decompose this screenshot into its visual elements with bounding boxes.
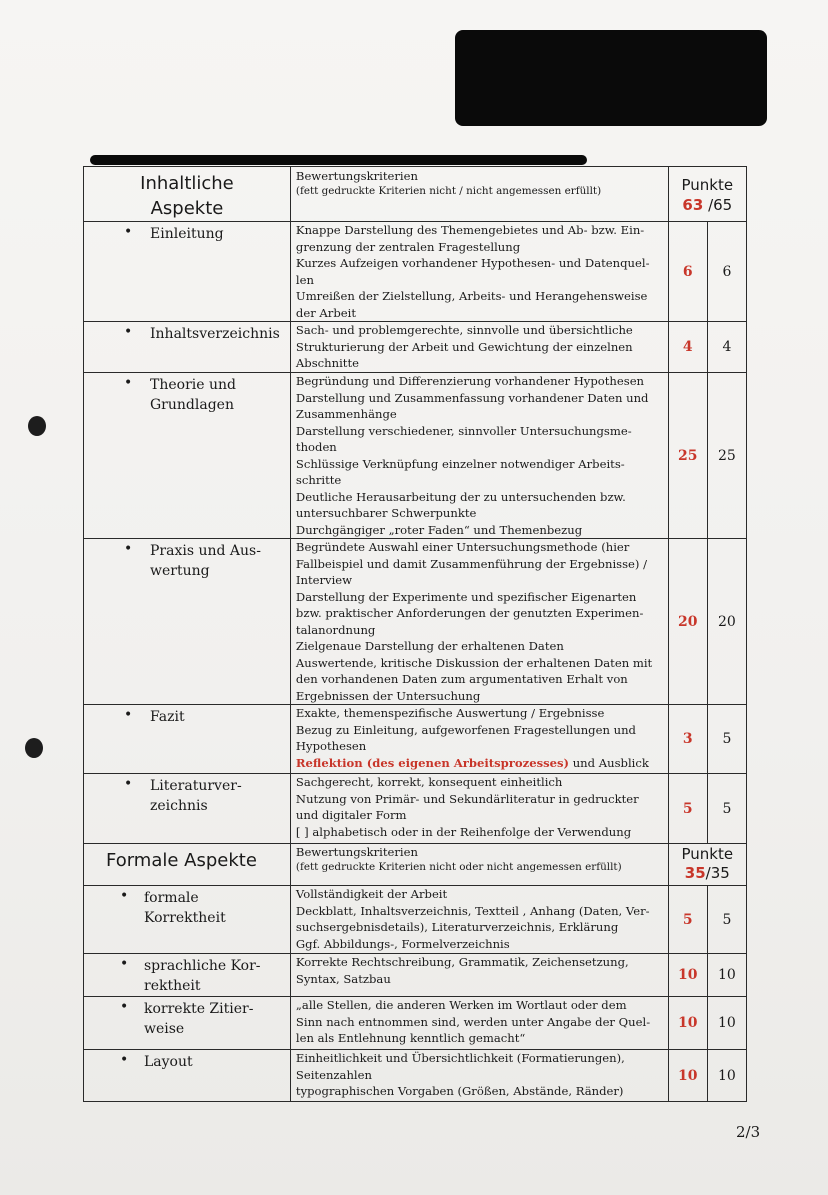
criteria-line: Schlüssige Verknüpfung einzelner notwendiger Arbeits- xyxy=(295,456,625,471)
criteria-cell xyxy=(290,886,668,954)
criteria-cell xyxy=(290,997,668,1050)
topic-label: zeichnis xyxy=(150,798,208,814)
criteria-line: Darstellung der Experimente und spezifischer Eigenarten xyxy=(295,589,637,604)
bullet-icon: • xyxy=(120,999,129,1015)
criteria-line-rest: und Ausblick xyxy=(569,755,649,770)
criteria-row xyxy=(84,222,747,322)
criteria-line: Deckblatt, Inhaltsverzeichnis, Textteil , Anhang (Daten, Ver- xyxy=(295,903,650,918)
max-points: 4 xyxy=(707,322,746,373)
criteria-subheading: (fett gedruckte Kriterien nicht oder nicht angemessen erfüllt) xyxy=(295,861,622,873)
criteria-line: Begründete Auswahl einer Untersuchungsmethode (hier xyxy=(295,540,630,554)
topic-cell xyxy=(84,222,291,322)
criteria-heading: Bewertungskriterien xyxy=(295,845,418,859)
bullet-icon: • xyxy=(124,324,133,340)
section-title-formal xyxy=(84,844,291,886)
bullet-icon: • xyxy=(120,888,129,904)
topic-label: Grundlagen xyxy=(150,397,234,413)
topic-cell xyxy=(84,997,291,1050)
topic-label: Theorie und xyxy=(150,377,236,393)
topic-cell xyxy=(84,886,291,954)
criteria-row xyxy=(84,774,747,844)
criteria-header xyxy=(290,844,668,886)
topic-label: Einleitung xyxy=(150,226,224,242)
section-header-row xyxy=(84,167,747,222)
criteria-line: [ ] alphabetisch oder in der Reihenfolge der Verwendung xyxy=(295,824,632,839)
criteria-line: Begründung und Differenzierung vorhandener Hypothesen xyxy=(295,374,645,388)
criteria-cell xyxy=(290,705,668,774)
topic-cell xyxy=(84,539,291,705)
criteria-line: talanordnung xyxy=(295,622,376,637)
topic-cell xyxy=(84,954,291,997)
criteria-cell xyxy=(290,774,668,844)
criteria-line: bzw. praktischer Anforderungen der genutzten Experimen- xyxy=(295,606,644,620)
criteria-line: Durchgängiger „roter Faden“ und Themenbezug xyxy=(295,522,583,537)
topic-label: Layout xyxy=(144,1054,193,1070)
criteria-line: len als Entlehnung kenntlich gemacht“ xyxy=(295,1031,526,1045)
criteria-row xyxy=(84,705,747,774)
max-points: 10 xyxy=(707,954,746,997)
criteria-line: Sach- und problemgerechte, sinnvolle und übersichtliche xyxy=(295,323,633,337)
criteria-line: Deutliche Herausarbeitung der zu untersuchenden bzw. xyxy=(295,489,626,504)
points-total: /65 xyxy=(708,196,733,214)
criteria-line xyxy=(296,755,664,772)
criteria-cell xyxy=(290,539,668,705)
criteria-line: Zielgenaue Darstellung der erhaltenen Daten xyxy=(295,639,564,653)
bullet-icon: • xyxy=(124,541,133,557)
criteria-line: Darstellung und Zusammenfassung vorhandener Daten und xyxy=(295,390,649,405)
bullet-icon: • xyxy=(120,956,129,972)
points-score: 63 xyxy=(682,196,704,214)
points-score: 35 xyxy=(684,864,706,882)
criteria-heading: Bewertungskriterien xyxy=(295,169,418,183)
bullet-icon: • xyxy=(120,1052,129,1068)
criteria-line: grenzung der zentralen Fragestellung xyxy=(295,239,521,254)
topic-label: Korrektheit xyxy=(144,910,226,926)
awarded-points: 10 xyxy=(668,1050,707,1102)
criteria-line: Interview xyxy=(295,573,353,587)
grading-table xyxy=(83,166,747,1102)
awarded-points: 20 xyxy=(668,539,707,705)
points-header xyxy=(668,844,746,886)
criteria-line: Vollständigkeit der Arbeit xyxy=(295,887,448,901)
topic-label: weise xyxy=(144,1021,185,1037)
criteria-cell xyxy=(290,373,668,539)
awarded-points: 6 xyxy=(668,222,707,322)
bullet-icon: • xyxy=(124,707,133,723)
criteria-line: Seitenzahlen xyxy=(295,1067,372,1082)
criteria-line: Hypothesen xyxy=(295,739,367,753)
criteria-line: schritte xyxy=(295,473,342,487)
criteria-line: Auswertende, kritische Diskussion der erhaltenen Daten mit xyxy=(295,655,653,670)
section-title-line: Inhaltliche xyxy=(140,173,234,194)
criteria-line: Ergebnissen der Untersuchung xyxy=(295,688,481,703)
criteria-line: Bezug zu Einleitung, aufgeworfenen Fragestellungen und xyxy=(295,722,636,737)
max-points: 25 xyxy=(707,373,746,539)
criteria-line: Sachgerecht, korrekt, konsequent einheitlich xyxy=(295,775,563,789)
topic-cell xyxy=(84,1050,291,1102)
criteria-line: und digitaler Form xyxy=(295,808,407,822)
topic-label: Fazit xyxy=(150,709,185,725)
awarded-points: 3 xyxy=(668,705,707,774)
criteria-line: typographischen Vorgaben (Größen, Abstände, Ränder) xyxy=(295,1084,624,1098)
awarded-points: 25 xyxy=(668,373,707,539)
bullet-icon: • xyxy=(124,776,133,792)
criteria-line: len xyxy=(295,272,314,287)
criteria-line: Kurzes Aufzeigen vorhandener Hypothesen- und Datenquel- xyxy=(295,256,650,270)
criteria-row xyxy=(84,539,747,705)
points-label: Punkte xyxy=(681,845,734,863)
criteria-line: untersuchbarer Schwerpunkte xyxy=(295,506,477,520)
bullet-icon: • xyxy=(124,224,133,240)
topic-label: Praxis und Aus- xyxy=(150,543,261,559)
criteria-row xyxy=(84,997,747,1050)
punch-hole xyxy=(25,738,43,758)
section-title-inhalt xyxy=(84,167,291,222)
topic-label: formale xyxy=(144,890,199,906)
criteria-line: „alle Stellen, die anderen Werken im Wortlaut oder dem xyxy=(295,998,627,1012)
section-header-row xyxy=(84,844,747,886)
criteria-row xyxy=(84,322,747,373)
awarded-points: 5 xyxy=(668,774,707,844)
points-total: /35 xyxy=(705,864,730,882)
criteria-line: Umreißen der Zielstellung, Arbeits- und Herangehensweise xyxy=(295,289,648,303)
criteria-row xyxy=(84,954,747,997)
points-label: Punkte xyxy=(681,176,734,194)
criteria-line: Strukturierung der Arbeit und Gewichtung der einzelnen xyxy=(295,339,633,354)
criteria-line: thoden xyxy=(295,440,337,454)
criteria-line: Zusammenhänge xyxy=(295,407,397,421)
awarded-points: 4 xyxy=(668,322,707,373)
topic-label: rektheit xyxy=(144,978,201,994)
topic-label: Literaturver- xyxy=(150,778,242,794)
criteria-line: Nutzung von Primär- und Sekundärliteratur in gedruckter xyxy=(295,791,639,806)
criteria-line: den vorhandenen Daten zum argumentativen Erhalt von xyxy=(295,672,628,686)
awarded-points: 10 xyxy=(668,997,707,1050)
topic-label: sprachliche Kor- xyxy=(144,958,261,974)
redacted-bar xyxy=(90,155,587,165)
topic-cell xyxy=(84,705,291,774)
criteria-line: Darstellung verschiedener, sinnvoller Untersuchungsme- xyxy=(295,423,632,438)
points-header xyxy=(668,167,746,222)
max-points: 5 xyxy=(707,774,746,844)
awarded-points: 10 xyxy=(668,954,707,997)
section-title-line: Aspekte xyxy=(150,198,224,219)
criteria-line: Abschnitte xyxy=(295,356,359,370)
max-points: 5 xyxy=(707,886,746,954)
criteria-cell xyxy=(290,322,668,373)
awarded-points: 5 xyxy=(668,886,707,954)
max-points: 20 xyxy=(707,539,746,705)
topic-cell xyxy=(84,322,291,373)
criteria-line: Exakte, themenspezifische Auswertung / Ergebnisse xyxy=(295,706,605,720)
criteria-line: suchsergebnisdetails), Literaturverzeichnis, Erklärung xyxy=(295,920,619,934)
page-number: 2/3 xyxy=(736,1123,761,1141)
max-points: 5 xyxy=(707,705,746,774)
criteria-row xyxy=(84,886,747,954)
criteria-cell xyxy=(290,954,668,997)
criteria-line: Ggf. Abbildungs-, Formelverzeichnis xyxy=(295,936,510,951)
criteria-line: Syntax, Satzbau xyxy=(295,971,391,986)
criteria-line: Fallbeispiel und damit Zusammenführung der Ergebnisse) / xyxy=(295,556,648,571)
topic-cell xyxy=(84,373,291,539)
max-points: 10 xyxy=(707,997,746,1050)
criteria-line: Knappe Darstellung des Themengebietes und Ab- bzw. Ein- xyxy=(295,223,645,237)
topic-label: wertung xyxy=(150,563,210,579)
topic-label: Inhaltsverzeichnis xyxy=(150,326,280,342)
criteria-row xyxy=(84,373,747,539)
criteria-subheading: (fett gedruckte Kriterien nicht / nicht angemessen erfüllt) xyxy=(295,185,602,197)
criteria-line: Einheitlichkeit und Übersichtlichkeit (Formatierungen), xyxy=(295,1051,625,1065)
topic-cell xyxy=(84,774,291,844)
max-points: 10 xyxy=(707,1050,746,1102)
criteria-cell xyxy=(290,222,668,322)
criteria-line: Korrekte Rechtschreibung, Grammatik, Zeichensetzung, xyxy=(295,955,629,969)
section-title-line: Formale Aspekte xyxy=(106,850,257,871)
criteria-row xyxy=(84,1050,747,1102)
unmet-criterion: Reflektion (des eigenen Arbeitsprozesses) xyxy=(295,755,570,770)
max-points: 6 xyxy=(707,222,746,322)
criteria-cell xyxy=(290,1050,668,1102)
criteria-header xyxy=(290,167,668,222)
redacted-block xyxy=(455,30,767,126)
topic-label: korrekte Zitier- xyxy=(144,1001,254,1017)
bullet-icon: • xyxy=(124,375,133,391)
criteria-line: Sinn nach entnommen sind, werden unter Angabe der Quel- xyxy=(295,1014,651,1029)
criteria-line: der Arbeit xyxy=(295,305,356,320)
punch-hole xyxy=(28,416,46,436)
